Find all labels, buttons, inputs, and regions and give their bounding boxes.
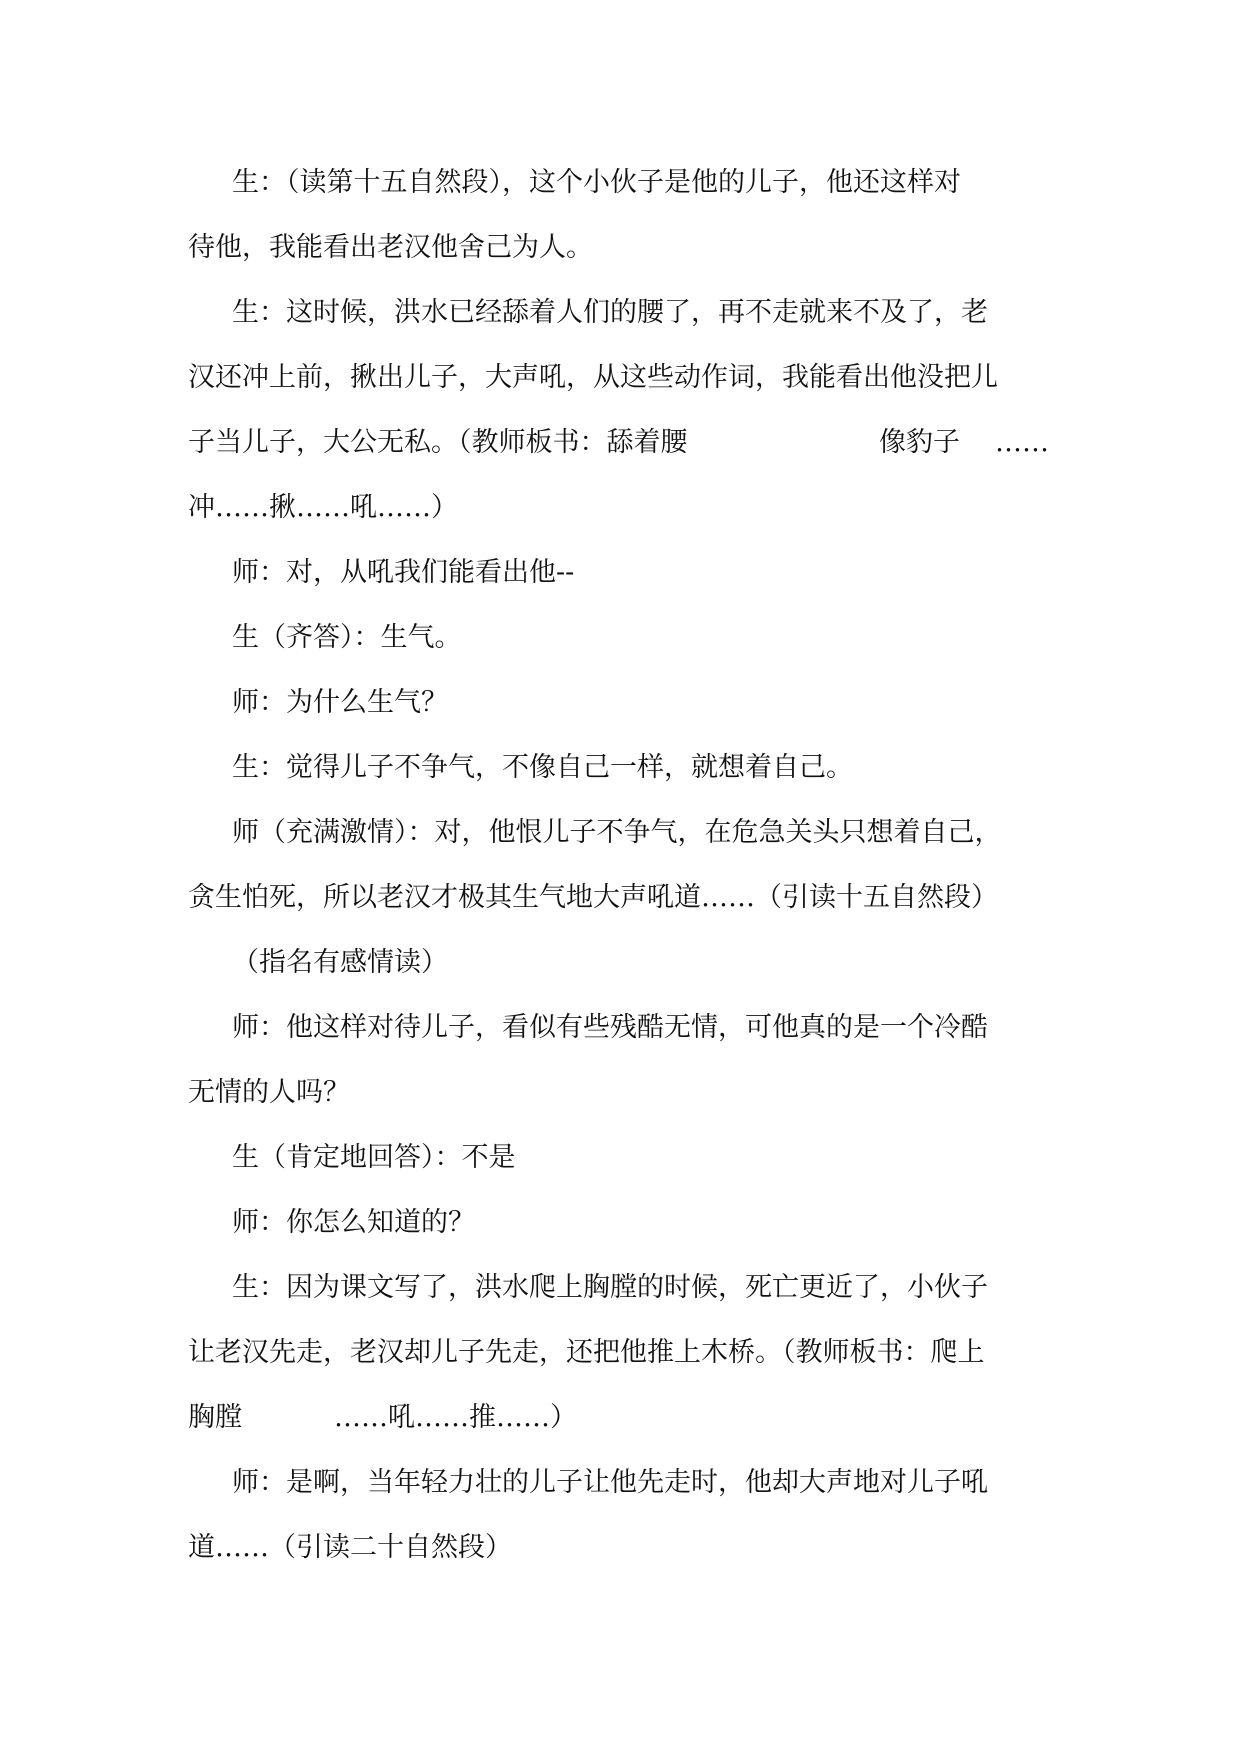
- paragraph-text: 生：觉得儿子不争气，不像自己一样，就想着自己。: [232, 752, 853, 783]
- text-line: [0, 549, 1241, 597]
- text-line: [0, 1524, 1241, 1572]
- paragraph-text: （指名有感情读）: [232, 947, 448, 978]
- paragraph-text: 生：（读第十五自然段），这个小伙子是他的儿子，他还这样对: [232, 167, 961, 198]
- text-line: [0, 289, 1241, 337]
- paragraph-text: 让老汉先走，老汉却儿子先走，还把他推上木桥。（教师板书：爬上: [188, 1337, 985, 1368]
- paragraph-text: 师：他这样对待儿子，看似有些残酷无情，可他真的是一个冷酷: [232, 1012, 988, 1043]
- paragraph-text: 待他，我能看出老汉他舍己为人。: [188, 232, 593, 263]
- text-line: [0, 679, 1241, 727]
- paragraph-text: 汉还冲上前，揪出儿子，大声吼，从这些动作词，我能看出他没把儿: [188, 362, 998, 393]
- text-line: [0, 939, 1241, 987]
- text-line: [0, 809, 1241, 857]
- text-line: [0, 1069, 1241, 1117]
- text-line: [0, 614, 1241, 662]
- paragraph-text: 生（齐答）：生气。: [232, 622, 462, 653]
- paragraph-text: 贪生怕死，所以老汉才极其生气地大声吼道……（引读十五自然段）: [188, 882, 998, 913]
- paragraph-text: 胸膛: [188, 1402, 242, 1433]
- paragraph-text: 道……（引读二十自然段）: [188, 1532, 512, 1563]
- board-note: 像豹子: [879, 427, 960, 458]
- text-line: [0, 1004, 1241, 1052]
- text-line: [0, 1394, 1241, 1442]
- text-line: [0, 744, 1241, 792]
- text-line: [0, 1134, 1241, 1182]
- paragraph-text: 无情的人吗？: [188, 1077, 350, 1108]
- text-line: [0, 1199, 1241, 1247]
- text-line: [0, 354, 1241, 402]
- paragraph-text: 师：为什么生气？: [232, 687, 448, 718]
- paragraph-text: 生（肯定地回答）：不是: [232, 1142, 516, 1173]
- paragraph-text: 师：是啊，当年轻力壮的儿子让他先走时，他却大声地对儿子吼: [232, 1467, 988, 1498]
- text-line: [0, 224, 1241, 272]
- text-line: [0, 159, 1241, 207]
- paragraph-text: 生：因为课文写了，洪水爬上胸膛的时候，死亡更近了，小伙子: [232, 1272, 988, 1303]
- text-line: [0, 874, 1241, 922]
- board-note: ……吼……推……）: [334, 1402, 577, 1433]
- paragraph-text: 子当儿子，大公无私。（教师板书：舔着腰: [188, 427, 688, 458]
- board-note: ……: [995, 427, 1049, 458]
- text-line: [0, 419, 1241, 467]
- text-line: [0, 484, 1241, 532]
- text-line: [0, 1264, 1241, 1312]
- paragraph-text: 师（充满激情）：对，他恨儿子不争气，在危急关头只想着自己，: [232, 817, 1002, 848]
- paragraph-text: 冲……揪……吼……）: [188, 492, 458, 523]
- text-line: [0, 1329, 1241, 1377]
- paragraph-text: 师：对，从吼我们能看出他--: [232, 557, 575, 588]
- paragraph-text: 生：这时候，洪水已经舔着人们的腰了，再不走就来不及了，老: [232, 297, 988, 328]
- text-line: [0, 1459, 1241, 1507]
- paragraph-text: 师：你怎么知道的？: [232, 1207, 475, 1238]
